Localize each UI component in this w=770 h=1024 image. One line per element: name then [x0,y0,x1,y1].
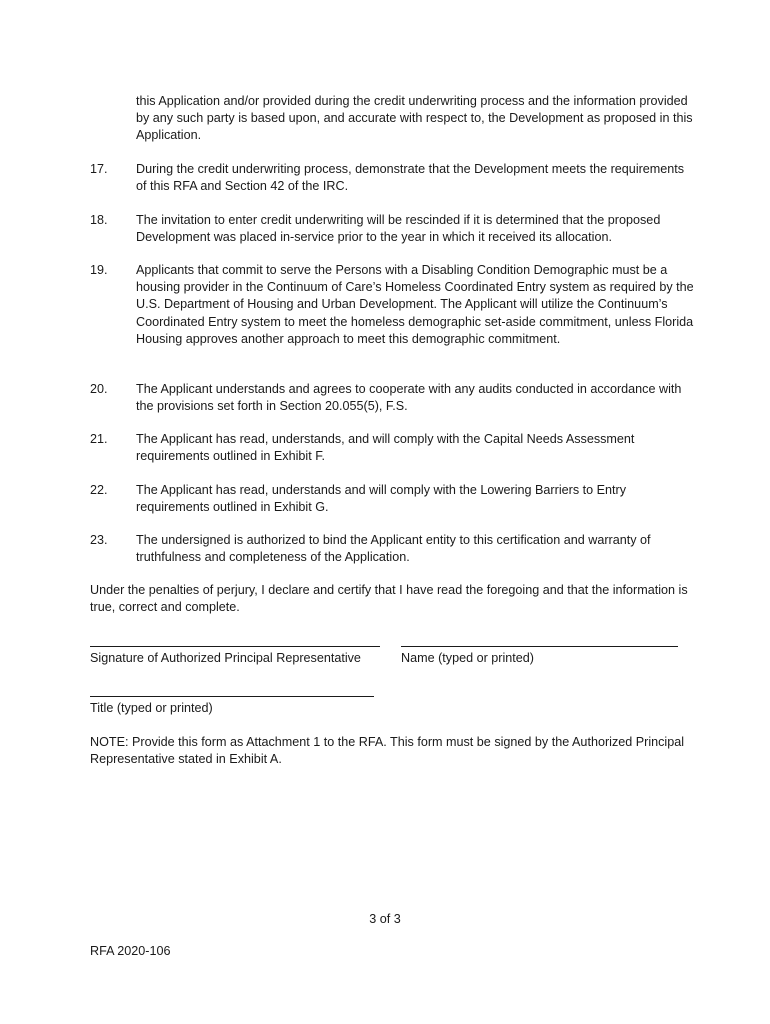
note-paragraph: NOTE: Provide this form as Attachment 1 to the RFA. This form must be signed by the Authorized Principal Representative stated in Exhibit A. [90,735,685,767]
item-text: The undersigned is authorized to bind the Applicant entity to this certification and warranty of truthfulness and completeness of the Application. [136,533,651,565]
name-label: Name (typed or printed) [401,651,534,665]
list-item [90,482,696,516]
signature-line[interactable] [90,646,380,647]
title-line[interactable] [90,696,374,697]
title-label: Title (typed or printed) [90,701,213,715]
continuation-paragraph: this Application and/or provided during the credit underwriting process and the information provided by any such party is based upon, and accurate with respect to, the Development as proposed in this Application. [136,94,693,143]
list-item [90,161,696,195]
item-number: 18. [90,213,108,227]
item-text: The Applicant understands and agrees to cooperate with any audits conducted in accordance with the provisions set forth in Section 20.055(5), F.S. [136,382,682,414]
list-item [90,431,696,465]
page-number: 3 of 3 [369,912,401,926]
list-item [90,381,696,415]
document-footer: RFA 2020-106 [90,944,171,958]
item-text: Applicants that commit to serve the Persons with a Disabling Condition Demographic must be a housing provider in the Continuum of Care’s Homeless Coordinated Entry system as required by the U.S. Department of Housing and Urban Development. The Applicant will utilize the Continuum’s Coordinated Entry system to meet the homeless demographic set-aside commitment, unless Florida Housing approves another approach to meet this demographic commitment. [136,263,694,346]
item-number: 17. [90,162,108,176]
item-text: The Applicant has read, understands, and will comply with the Capital Needs Assessment requirements outlined in Exhibit F. [136,432,635,464]
item-number: 23. [90,533,108,547]
list-item [90,532,696,566]
item-text: During the credit underwriting process, demonstrate that the Development meets the requirements of this RFA and Section 42 of the IRC. [136,162,685,194]
item-number: 22. [90,483,108,497]
list-item [90,262,696,348]
name-line[interactable] [401,646,678,647]
item-number: 19. [90,263,108,277]
item-number: 20. [90,382,108,396]
list-item [90,212,696,246]
item-text: The invitation to enter credit underwriting will be rescinded if it is determined that the proposed Development was placed in-service prior to the year in which it received its allocation. [136,213,661,245]
perjury-statement: Under the penalties of perjury, I declare and certify that I have read the foregoing and that the information is true, correct and complete. [90,583,688,615]
signature-label: Signature of Authorized Principal Representative [90,651,361,665]
item-text: The Applicant has read, understands and will comply with the Lowering Barriers to Entry requirements outlined in Exhibit G. [136,483,627,515]
item-number: 21. [90,432,108,446]
